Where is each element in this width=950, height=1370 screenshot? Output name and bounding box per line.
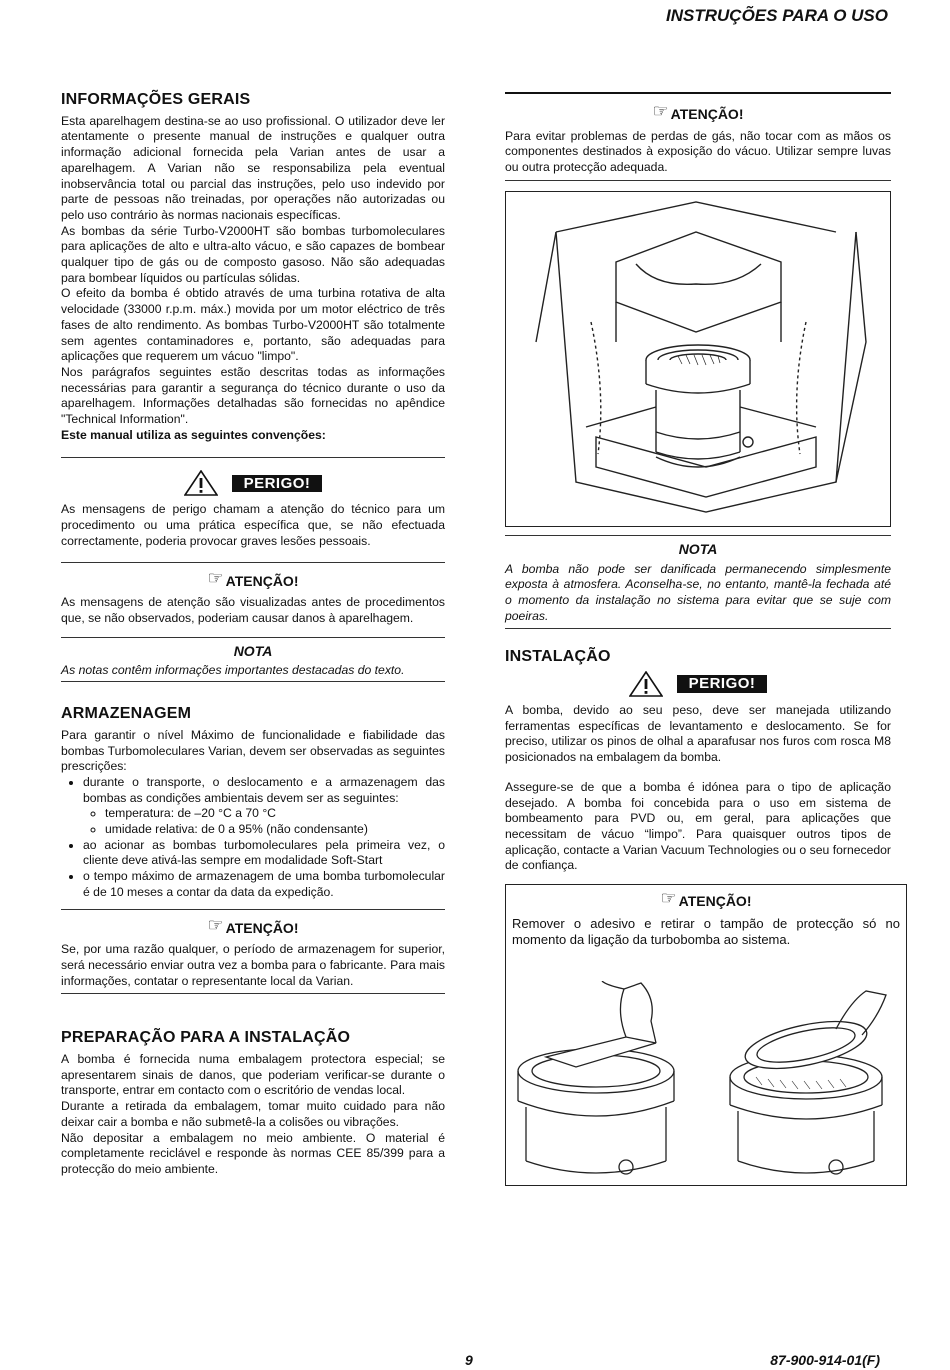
pointing-hand-icon: ☞ bbox=[652, 101, 669, 121]
atencao-text: Se, por uma razão qualquer, o período de armazenagem for superior, será necessário enviar outra vez a bomba para o fabricante. Para mais informações, contatar o representante local da Varian. bbox=[61, 942, 445, 988]
prep-para-2: Durante a retirada da embalagem, tomar muito cuidado para não deixar cair a bomba e não submetê-la a colisões ou vibrações. bbox=[61, 1099, 445, 1129]
prep-para-3: Não depositar a embalagem no meio ambiente. O material é completamente reciclável e responde às normas CEE 85/399 para a protecção do meio ambiente. bbox=[61, 1130, 445, 1176]
perigo-callout-header bbox=[505, 671, 891, 697]
perigo-badge: PERIGO! bbox=[232, 475, 323, 493]
nota-text: A bomba não pode ser danificada permanecendo simplesmente exposta à atmosfera. Aconselha-se, no entanto, mantê-la fechada até o momento da instalação no sistema para evitar que se suje com poeiras. bbox=[505, 561, 891, 623]
divider bbox=[61, 457, 445, 458]
atencao-label: ATENÇÃO! bbox=[670, 106, 744, 122]
section-heading-storage: ARMAZENAGEM bbox=[61, 705, 192, 723]
list-item: • o tempo máximo de armazenagem de uma bomba turbomolecular é de 10 meses a contar da data da expedição. bbox=[83, 869, 445, 900]
page-header-title: INSTRUÇÕES PARA O USO bbox=[666, 6, 888, 25]
nota-label: NOTA bbox=[233, 642, 273, 659]
divider bbox=[505, 535, 891, 536]
divider bbox=[61, 909, 445, 910]
atencao-text: Para evitar problemas de perdas de gás, não tocar com as mãos os componentes destinados à exposição do vácuo. Utilizar sempre luvas ou outra protecção adequada. bbox=[505, 128, 891, 175]
perigo-callout-header bbox=[61, 470, 445, 496]
section-heading-prep: PREPARAÇÃO PARA A INSTALAÇÃO bbox=[61, 1029, 351, 1047]
divider bbox=[505, 628, 891, 629]
info-para-1: Esta aparelhagem destina-se ao uso profissional. O utilizador deve ler atentamente o presente manual de instruções e qualquer outra informação adicional fornecida pela Varian antes de usar a aparelhagem. A Varian não se responsabiliza pela eventual inobservância total ou parcial das instruções, pelo uso indevido por parte de pessoas não treinadas, por operações não autorizadas ou pelo uso contrário às normas nacionais específicas. bbox=[61, 113, 445, 222]
atencao-callout-header bbox=[61, 567, 445, 590]
atencao-callout-header bbox=[61, 914, 445, 937]
atencao-label: ATENÇÃO! bbox=[225, 572, 299, 589]
list-item: ◦ umidade relativa: de 0 a 95% (não condensante) bbox=[105, 822, 445, 838]
section-heading-info: INFORMAÇÕES GERAIS bbox=[61, 91, 251, 108]
atencao-callout-header bbox=[506, 888, 906, 910]
list-item: ◦ temperatura: de –20 °C a 70 °C bbox=[105, 806, 445, 822]
divider bbox=[505, 180, 891, 181]
divider bbox=[61, 637, 445, 638]
warning-triangle-icon bbox=[184, 470, 218, 496]
perigo-text: As mensagens de perigo chamam a atenção do técnico para um procedimento ou uma prática específica que, se não efectuada correctamente, poderia provocar graves lesões pessoais. bbox=[61, 502, 445, 548]
pointing-hand-icon: ☞ bbox=[207, 567, 224, 588]
info-para-2: As bombas da série Turbo-V2000HT são bombas turbomoleculares para aplicações de alto e ultra-alto vácuo, e são capazes de bombear qualquer tipo de gás ou de composto gasoso. Não são adequadas para bombear líquidos ou partículas sólidas. bbox=[61, 223, 445, 285]
nota-label: NOTA bbox=[678, 540, 718, 557]
divider bbox=[61, 681, 445, 682]
pump-in-packaging-illustration bbox=[506, 192, 890, 526]
list-item: • durante o transporte, o deslocamento e a armazenagem das bombas as condições ambientais devem ser as seguintes: ◦ temperatura: de –20 °C a 70 °C ◦ umidade relativa: de 0 a 95% (não condensante) bbox=[83, 775, 445, 838]
page-number: 9 bbox=[465, 1352, 473, 1368]
storage-intro: Para garantir o nível Máximo de funcionalidade e fiabilidade das bombas Turbomoleculares Varian, devem ser observadas as seguintes prescrições: bbox=[61, 727, 445, 774]
atencao-callout-header bbox=[505, 101, 891, 123]
storage-list bbox=[61, 775, 445, 901]
info-para-4: Nos parágrafos seguintes estão descritas todas as informações necessárias para garantir a segurança do técnico durante o uso da aparelhagem. Informações detalhadas são fornecidas no apêndice "Technical Information". bbox=[61, 364, 445, 427]
divider bbox=[61, 993, 445, 994]
warning-triangle-icon bbox=[629, 671, 663, 697]
right-column bbox=[505, 92, 900, 1186]
list-item: • ao acionar as bombas turbomoleculares pela primeira vez, o cliente deve ativá-las sempre em modalidade Soft-Start bbox=[83, 838, 445, 869]
atencao-text: As mensagens de atenção são visualizadas antes de procedimentos que, se não observados, poderiam causar danos à aparelhagem. bbox=[61, 595, 445, 625]
prep-para-1: A bomba é fornecida numa embalagem protectora especial; se apresentarem sinais de danos, que poderiam verificar-se durante o transporte, entrar em contacto com o escritório de vendas local. bbox=[61, 1052, 445, 1098]
info-para-3: O efeito da bomba é obtido através de uma turbina rotativa de alta velocidade (33000 r.p.m. máx.) movida por um motor eléctrico de três fases de alto rendimento. As bombas Turbo-V2000HT são totalmente sem agentes contaminadores e, portanto, são adequadas para aplicações que requerem um vácuo "limpo". bbox=[61, 286, 445, 364]
divider bbox=[505, 92, 891, 94]
sub-list bbox=[83, 806, 445, 837]
left-column bbox=[61, 92, 445, 1178]
pointing-hand-icon: ☞ bbox=[207, 914, 224, 935]
packaging-figure bbox=[505, 191, 891, 527]
document-code: 87-900-914-01(F) bbox=[770, 1352, 880, 1368]
atencao-label: ATENÇÃO! bbox=[225, 919, 299, 936]
pointing-hand-icon: ☞ bbox=[660, 888, 677, 909]
conventions-line: Este manual utiliza as seguintes convenções: bbox=[61, 427, 326, 442]
atencao-figure-box bbox=[505, 884, 907, 1186]
perigo-text: A bomba, devido ao seu peso, deve ser manejada utilizando ferramentas específicas de levantamento e deslocamento. Se for preciso, utilizar os pinos de olhal a aparafusar nos furos com rosca M8 posicionados na embalagem da bomba. bbox=[505, 703, 891, 765]
nota-text: As notas contêm informações importantes destacadas do texto. bbox=[61, 663, 405, 678]
divider bbox=[61, 562, 445, 563]
perigo-badge: PERIGO! bbox=[677, 675, 768, 693]
atencao-label: ATENÇÃO! bbox=[678, 893, 752, 910]
install-para: Assegure-se de que a bomba é idónea para o tipo de aplicação desejado. A bomba foi concebida para o uso em sistema de bombeamento para PVD ou, em geral, para aplicações que necessitam de vácuo “limpo”. Para quaisquer outros tipos de aplicação, contacte a Varian Vacuum Technologies ou o seu fornecedor de confiança. bbox=[505, 779, 891, 873]
section-heading-install: INSTALAÇÃO bbox=[505, 648, 611, 666]
atencao-text: Remover o adesivo e retirar o tampão de protecção só no momento da ligação da turbobomba ao sistema. bbox=[512, 915, 900, 947]
remove-cap-illustration bbox=[506, 981, 904, 1181]
